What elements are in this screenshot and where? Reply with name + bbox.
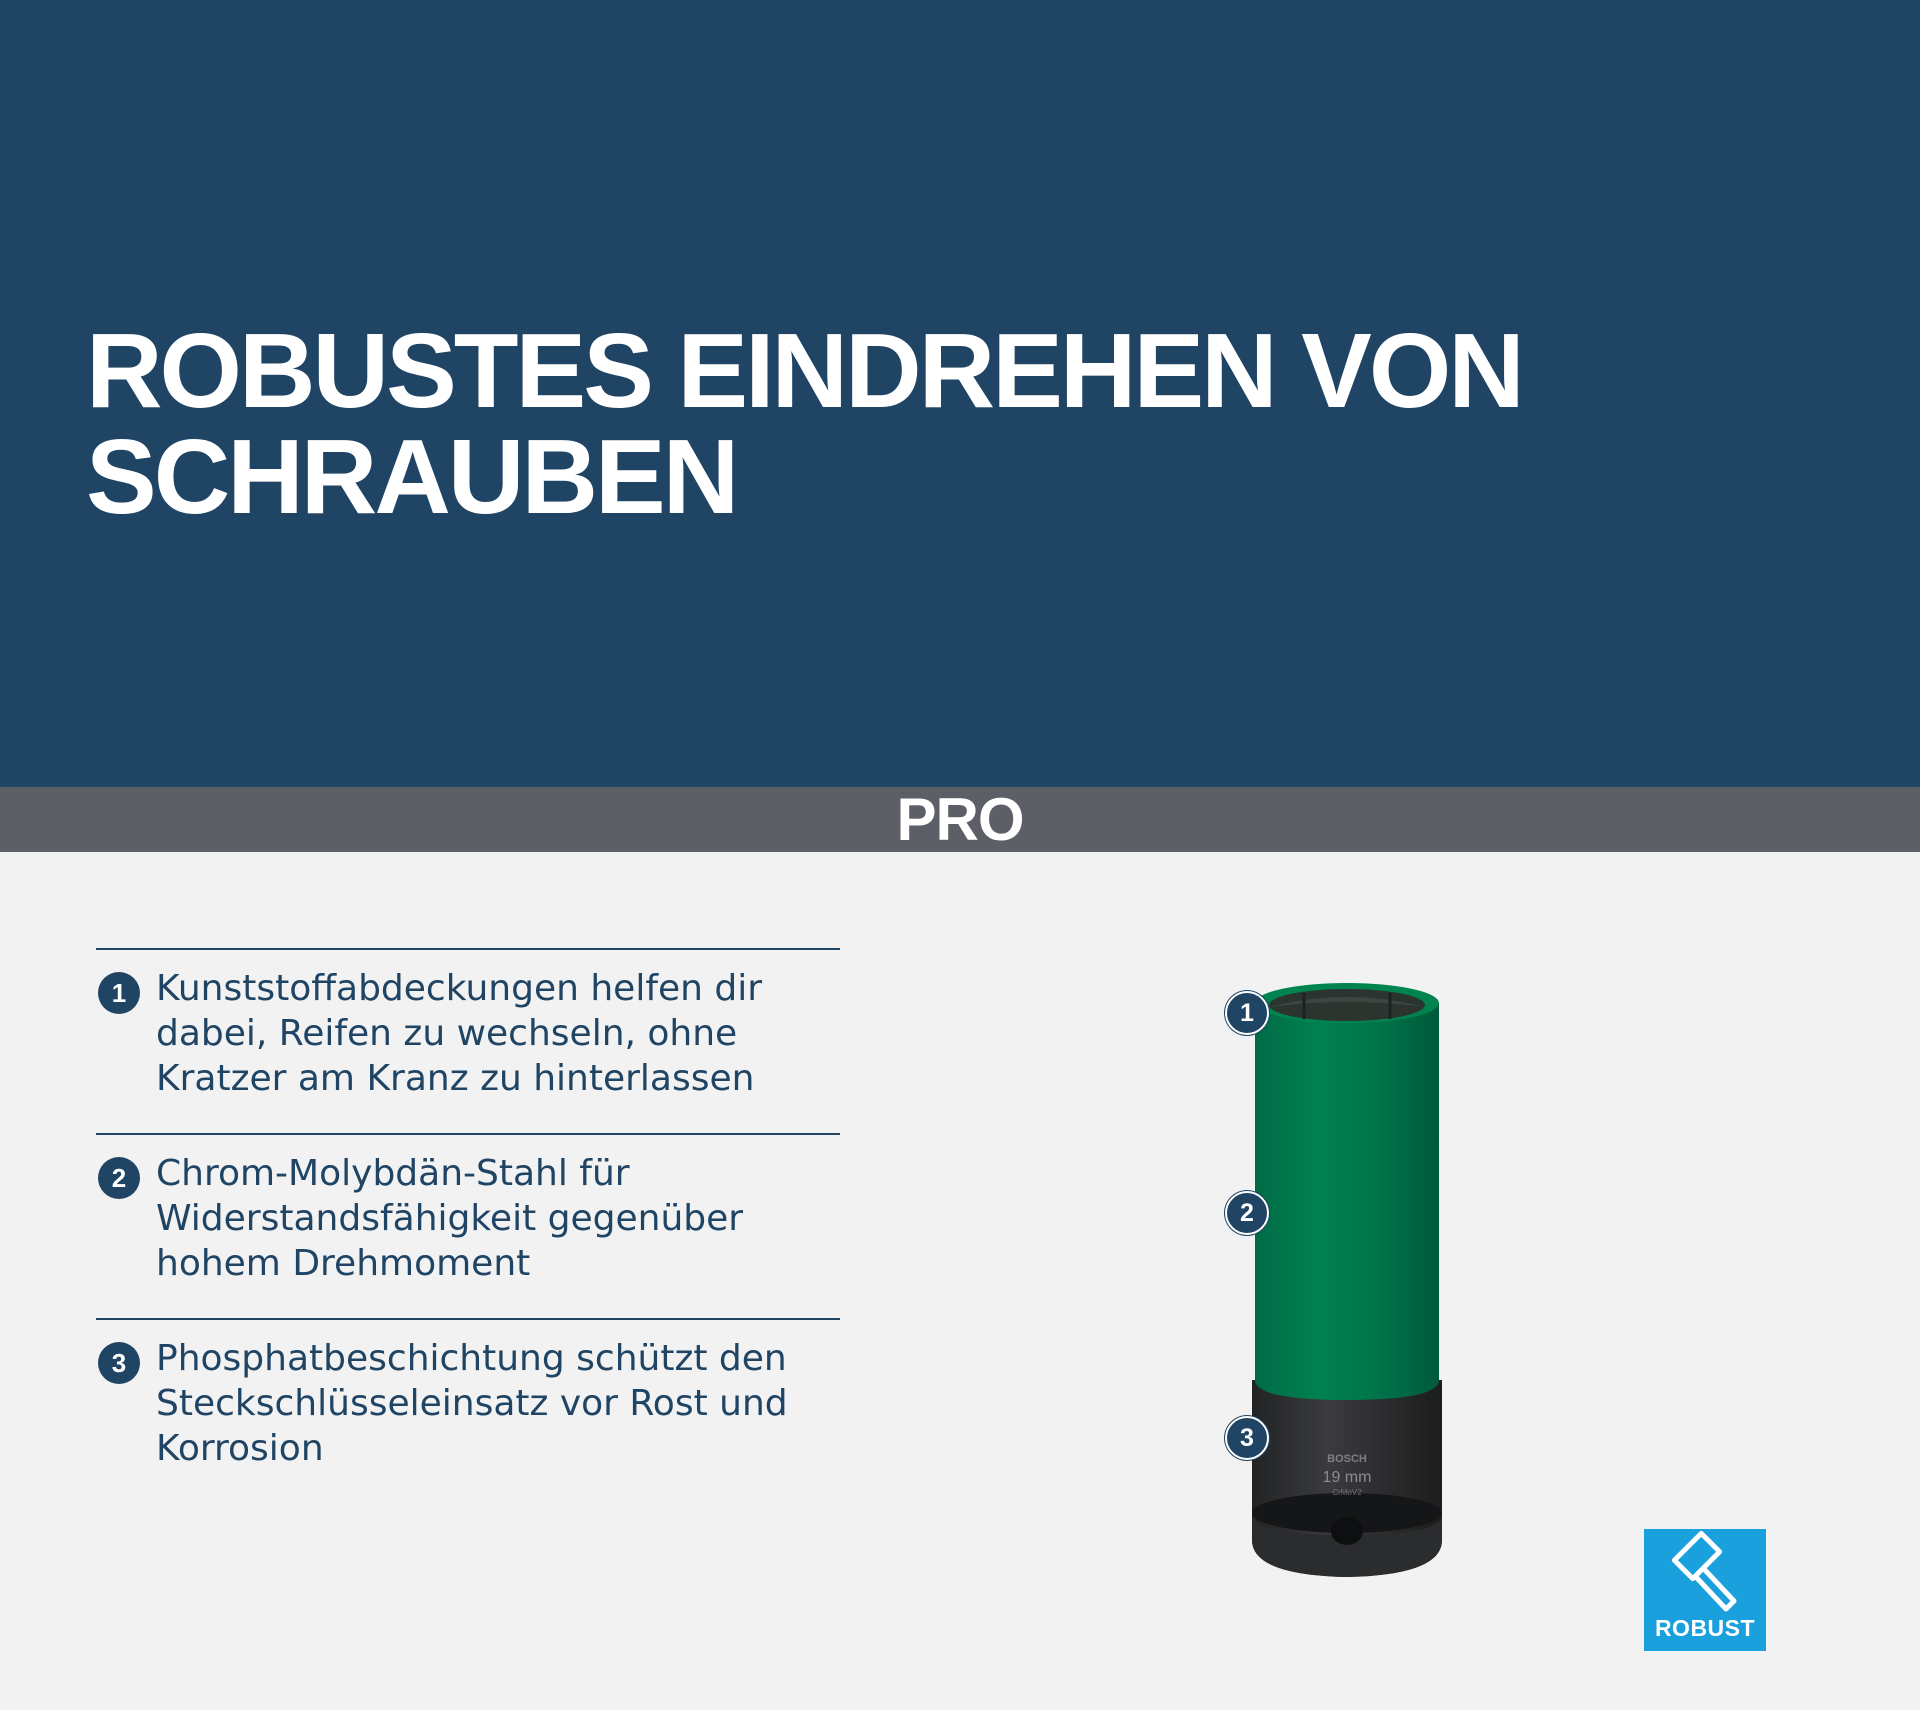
socket-pin-hole — [1331, 1517, 1363, 1545]
feature-text-1 — [156, 966, 846, 1101]
feature-3-line-2: Steckschlüsseleinsatz vor Rost und — [156, 1383, 788, 1424]
socket-size-mark: 19 mm — [1322, 1469, 1372, 1486]
feature-2-line-2: Widerstandsfähigkeit gegenüber — [156, 1198, 744, 1239]
feature-1-line-2: dabei, Reifen zu wechseln, ohne — [156, 1013, 738, 1054]
feature-text-3 — [156, 1336, 846, 1471]
tier-label: PRO — [0, 787, 1920, 852]
feature-2-line-3: hohem Drehmoment — [156, 1243, 531, 1284]
impact-socket-illustration — [1220, 975, 1460, 1595]
feature-item-1 — [96, 948, 840, 1133]
socket-brand-mark: BOSCH — [1327, 1453, 1367, 1465]
product-image-impact-socket — [1220, 975, 1460, 1595]
product-callout-1: 1 — [1225, 991, 1269, 1035]
feature-2-line-1: Chrom-Molybdän-Stahl für — [156, 1153, 630, 1194]
socket-spec-mark: CrMoV2 — [1332, 1488, 1362, 1497]
sleeve-opening — [1269, 989, 1425, 1021]
feature-number-3: 3 — [98, 1342, 140, 1384]
feature-3-line-3: Korrosion — [156, 1428, 324, 1469]
robust-badge — [1644, 1529, 1766, 1651]
feature-text-2 — [156, 1151, 846, 1286]
feature-item-3 — [96, 1318, 840, 1503]
page-title-line-1: ROBUSTES EINDREHEN VON — [86, 312, 1522, 430]
feature-1-line-1: Kunststoffabdeckungen helfen dir — [156, 968, 763, 1009]
product-callout-2: 2 — [1225, 1191, 1269, 1235]
hero-banner — [0, 0, 1920, 787]
feature-1-line-3: Kratzer am Kranz zu hinterlassen — [156, 1058, 755, 1099]
plastic-sleeve — [1255, 1003, 1439, 1400]
page-title-line-2: SCHRAUBEN — [86, 418, 737, 536]
feature-3-line-1: Phosphatbeschichtung schützt den — [156, 1338, 787, 1379]
robust-badge-label: ROBUST — [1654, 1615, 1756, 1641]
feature-list — [96, 948, 840, 1503]
feature-item-2 — [96, 1133, 840, 1318]
hammer-icon — [1644, 1529, 1766, 1617]
feature-number-1: 1 — [98, 972, 140, 1014]
feature-number-2: 2 — [98, 1157, 140, 1199]
product-callout-3: 3 — [1225, 1416, 1269, 1460]
page-title — [86, 312, 1786, 536]
